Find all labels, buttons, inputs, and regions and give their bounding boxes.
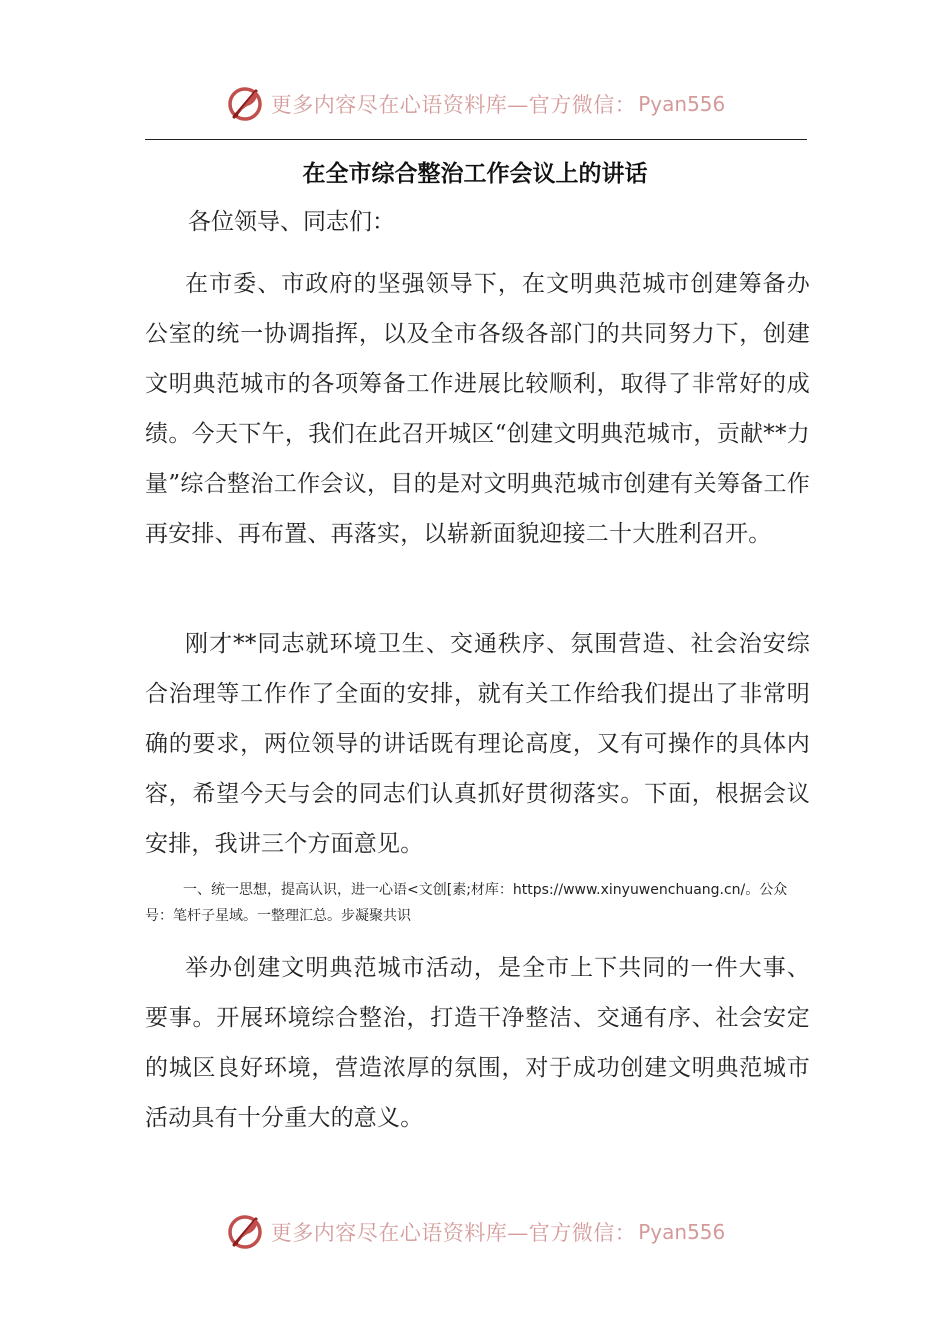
section-heading-1: 一、统一思想，提高认识，进一心语<文创[素;材库：https://www.xinyuwenchuang.cn/。公众号：笔杆子星域。一整理汇总。步凝聚共识 bbox=[145, 882, 788, 924]
banner-text: 更多内容尽在心语资料库—官方微信： bbox=[270, 93, 637, 117]
footer-banner bbox=[0, 1206, 950, 1258]
greeting: 各位领导、同志们： bbox=[188, 209, 395, 235]
banner-wechat-handle: Pyan556 bbox=[638, 92, 726, 116]
paragraph-3: 举办创建文明典范城市活动，是全市上下共同的一件大事、要事。开展环境综合整治，打造干净整洁、交通有序、社会安定的城区良好环境，营造浓厚的氛围，对于成功创建文明典范城市活动具有十分重大的意义。 bbox=[145, 955, 810, 1131]
paragraph-1: 在市委、市政府的坚强领导下，在文明典范城市创建筹备办公室的统一协调指挥，以及全市各级各部门的共同努力下，创建文明典范城市的各项筹备工作进展比较顺利，取得了非常好的成绩。今天下午，我们在此召开城区“创建文明典范城市，贡献**力量”综合整治工作会议，目的是对文明典范城市创建有关筹备工作再安排、再布置、再落实，以崭新面貌迎接二十大胜利召开。 bbox=[145, 271, 810, 547]
banner-text: 更多内容尽在心语资料库—官方微信： bbox=[270, 1221, 637, 1245]
header-banner bbox=[0, 78, 950, 130]
quill-logo-icon bbox=[225, 1212, 265, 1252]
quill-logo-icon bbox=[225, 84, 265, 124]
paragraph-2: 刚才**同志就环境卫生、交通秩序、氛围营造、社会治安综合治理等工作作了全面的安排，就有关工作给我们提出了非常明确的要求，两位领导的讲话既有理论高度，又有可操作的具体内容，希望今天与会的同志们认真抓好贯彻落实。下面，根据会议安排，我讲三个方面意见。 bbox=[145, 631, 810, 857]
banner-wechat-handle: Pyan556 bbox=[638, 1220, 726, 1244]
header-divider bbox=[145, 139, 807, 140]
document-title: 在全市综合整治工作会议上的讲话 bbox=[302, 161, 648, 187]
